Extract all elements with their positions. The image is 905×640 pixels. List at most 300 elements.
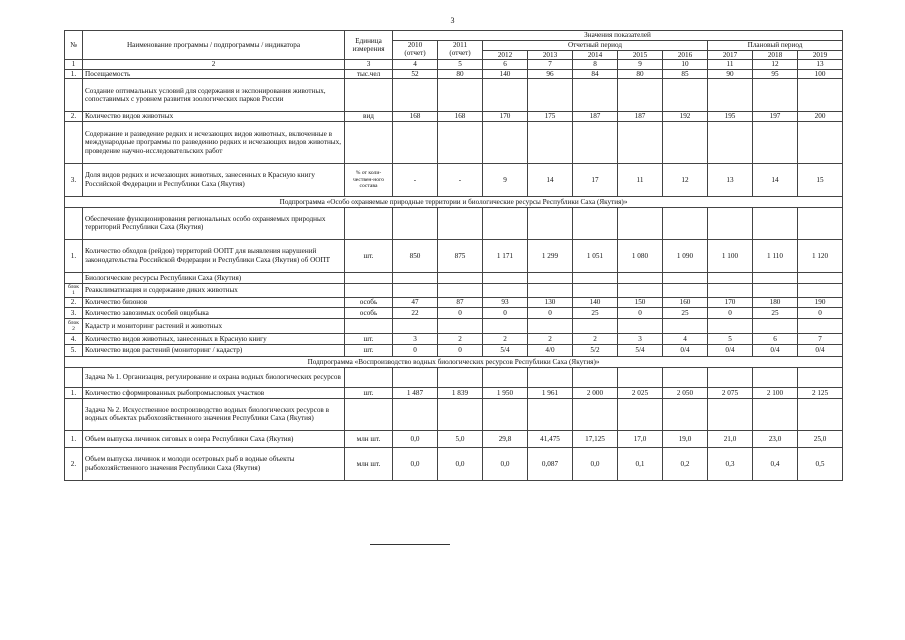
value-cell — [663, 318, 708, 333]
value-cell: 130 — [528, 297, 573, 307]
value-cell — [798, 283, 843, 297]
unit-cell: % от коли-чествен-ного состава — [345, 163, 393, 196]
value-cell — [753, 79, 798, 112]
footer-divider — [370, 544, 450, 545]
value-cell: 160 — [663, 297, 708, 307]
value-cell — [528, 121, 573, 163]
header-reporting-period: Отчетный период — [483, 41, 708, 51]
value-cell: 0/4 — [663, 344, 708, 356]
row-number: 3. — [65, 307, 83, 318]
value-cell: 1 299 — [528, 239, 573, 272]
header-year-2017: 2017 — [708, 51, 753, 60]
indicator-name: Количество видов растений (мониторинг / кадастр) — [83, 344, 345, 356]
unit-cell — [345, 398, 393, 430]
subprogram-title: Подпрограмма «Особо охраняемые природные территории и биологические ресурсы Республики Саха (Якутия)» — [65, 196, 843, 207]
value-cell — [393, 121, 438, 163]
value-cell: 1 110 — [753, 239, 798, 272]
value-cell — [618, 79, 663, 112]
value-cell: 170 — [708, 297, 753, 307]
value-cell — [573, 121, 618, 163]
value-cell: 80 — [618, 69, 663, 78]
header-no: № — [65, 31, 83, 60]
value-cell: 2 — [528, 333, 573, 344]
value-cell — [663, 367, 708, 387]
task-row — [65, 318, 843, 333]
value-cell: 9 — [483, 163, 528, 196]
indicator-name: Количество сформированных рыбопромысловых участков — [83, 387, 345, 398]
value-cell: 190 — [798, 297, 843, 307]
value-cell: 29,8 — [483, 430, 528, 447]
value-cell — [573, 367, 618, 387]
unit-cell — [345, 283, 393, 297]
value-cell — [438, 367, 483, 387]
value-cell: 180 — [753, 297, 798, 307]
value-cell: 140 — [573, 297, 618, 307]
value-cell: 47 — [393, 297, 438, 307]
value-cell — [753, 398, 798, 430]
value-cell — [618, 318, 663, 333]
value-cell — [573, 79, 618, 112]
value-cell: 0,4 — [753, 447, 798, 480]
unit-cell — [345, 207, 393, 239]
indicator-row — [65, 430, 843, 447]
value-cell — [483, 272, 528, 283]
value-cell: 14 — [753, 163, 798, 196]
indicator-name: Количество видов животных — [83, 112, 345, 121]
value-cell — [798, 121, 843, 163]
value-cell — [483, 318, 528, 333]
value-cell — [528, 79, 573, 112]
column-number-cell: 13 — [798, 60, 843, 69]
task-name: Биологические ресурсы Республики Саха (Якутия) — [83, 272, 345, 283]
row-number — [65, 398, 83, 430]
row-number: 3. — [65, 163, 83, 196]
value-cell: 17,125 — [573, 430, 618, 447]
value-cell — [573, 398, 618, 430]
value-cell: 25 — [663, 307, 708, 318]
value-cell — [618, 207, 663, 239]
value-cell: 3 — [618, 333, 663, 344]
value-cell: 0,5 — [798, 447, 843, 480]
value-cell: 1 051 — [573, 239, 618, 272]
value-cell — [528, 283, 573, 297]
value-cell: 192 — [663, 112, 708, 121]
task-row — [65, 398, 843, 430]
value-cell: 84 — [573, 69, 618, 78]
indicator-name: Количество обходов (рейдов) территорий ООПТ для выявления нарушений законодательства Российской Федерации и Республики Саха (Якутия) об ООПТ — [83, 239, 345, 272]
value-cell: 1 961 — [528, 387, 573, 398]
row-number — [65, 272, 83, 283]
value-cell: 875 — [438, 239, 483, 272]
value-cell: 0,1 — [618, 447, 663, 480]
value-cell — [573, 283, 618, 297]
value-cell: 52 — [393, 69, 438, 78]
value-cell: 1 171 — [483, 239, 528, 272]
value-cell — [528, 398, 573, 430]
indicator-name: Количество видов животных, занесенных в Красную книгу — [83, 333, 345, 344]
value-cell: 150 — [618, 297, 663, 307]
column-number-cell: 12 — [753, 60, 798, 69]
header-year-2016: 2016 — [663, 51, 708, 60]
column-number-cell: 2 — [83, 60, 345, 69]
unit-cell: особь — [345, 297, 393, 307]
value-cell: 1 080 — [618, 239, 663, 272]
year-label: 2011 — [452, 41, 468, 49]
value-cell — [438, 283, 483, 297]
value-cell — [663, 272, 708, 283]
unit-cell — [345, 367, 393, 387]
indicator-row — [65, 387, 843, 398]
task-row — [65, 283, 843, 297]
value-cell: 0 — [438, 307, 483, 318]
value-cell: 22 — [393, 307, 438, 318]
header-year-2018: 2018 — [753, 51, 798, 60]
value-cell: 15 — [798, 163, 843, 196]
row-number: блок 2 — [65, 318, 83, 333]
value-cell — [393, 272, 438, 283]
row-number: блок 1 — [65, 283, 83, 297]
task-row — [65, 121, 843, 163]
value-cell: 2 050 — [663, 387, 708, 398]
value-cell — [438, 79, 483, 112]
unit-cell — [345, 272, 393, 283]
value-cell — [528, 367, 573, 387]
value-cell: 1 120 — [798, 239, 843, 272]
indicator-name: Количество завозимых особей овцебыка — [83, 307, 345, 318]
value-cell — [753, 283, 798, 297]
indicator-row — [65, 69, 843, 78]
indicator-name: Объем выпуска личинок и молоди осетровых рыб в водные объекты рыбохозяйственного значения Республики Саха (Якутия) — [83, 447, 345, 480]
value-cell: 87 — [438, 297, 483, 307]
indicator-name: Количество бизонов — [83, 297, 345, 307]
value-cell — [798, 79, 843, 112]
value-cell — [798, 207, 843, 239]
row-number: 1. — [65, 387, 83, 398]
value-cell: 2 125 — [798, 387, 843, 398]
value-cell — [708, 398, 753, 430]
unit-cell: шт. — [345, 387, 393, 398]
indicator-name: Посещаемость — [83, 69, 345, 78]
header-year-2014: 2014 — [573, 51, 618, 60]
subprogram-row — [65, 356, 843, 367]
value-cell: 17,0 — [618, 430, 663, 447]
row-number: 5. — [65, 344, 83, 356]
value-cell: 41,475 — [528, 430, 573, 447]
row-number: 2. — [65, 297, 83, 307]
row-number: 2. — [65, 447, 83, 480]
value-cell — [483, 283, 528, 297]
header-year-2012: 2012 — [483, 51, 528, 60]
unit-cell — [345, 318, 393, 333]
value-cell — [708, 121, 753, 163]
column-number-cell: 1 — [65, 60, 83, 69]
header-year-2019: 2019 — [798, 51, 843, 60]
header-unit: Единица измерения — [345, 31, 393, 60]
unit-cell: шт. — [345, 344, 393, 356]
column-number-cell: 8 — [573, 60, 618, 69]
column-number-cell: 4 — [393, 60, 438, 69]
value-cell: 100 — [798, 69, 843, 78]
indicators-table — [64, 30, 843, 481]
header-year-2011 — [438, 41, 483, 60]
value-cell — [438, 207, 483, 239]
value-cell: 0/4 — [708, 344, 753, 356]
value-cell: 5 — [708, 333, 753, 344]
header-planned-period: Плановый период — [708, 41, 843, 51]
value-cell: 1 950 — [483, 387, 528, 398]
value-cell: 19,0 — [663, 430, 708, 447]
value-cell: 168 — [393, 112, 438, 121]
value-cell — [483, 398, 528, 430]
year-label: 2010 — [407, 41, 423, 49]
value-cell: 1 090 — [663, 239, 708, 272]
value-cell: 25,0 — [798, 430, 843, 447]
task-name: Задача № 1. Организация, регулирование и охрана водных биологических ресурсов — [83, 367, 345, 387]
subprogram-row — [65, 196, 843, 207]
column-number-cell: 11 — [708, 60, 753, 69]
value-cell: 2 — [483, 333, 528, 344]
value-cell — [708, 207, 753, 239]
value-cell: 168 — [438, 112, 483, 121]
value-cell: 0,0 — [393, 447, 438, 480]
column-number-cell: 6 — [483, 60, 528, 69]
value-cell — [708, 318, 753, 333]
value-cell — [618, 121, 663, 163]
value-cell: 0 — [438, 344, 483, 356]
value-cell: 2 — [573, 333, 618, 344]
value-cell — [708, 283, 753, 297]
value-cell: 5/4 — [618, 344, 663, 356]
value-cell: 187 — [618, 112, 663, 121]
header-year-2015: 2015 — [618, 51, 663, 60]
value-cell: 197 — [753, 112, 798, 121]
value-cell — [438, 272, 483, 283]
task-row — [65, 207, 843, 239]
unit-cell: млн шт. — [345, 430, 393, 447]
value-cell: - — [393, 163, 438, 196]
value-cell: 17 — [573, 163, 618, 196]
value-cell: 2 075 — [708, 387, 753, 398]
indicator-row — [65, 163, 843, 196]
value-cell: 140 — [483, 69, 528, 78]
value-cell: 6 — [753, 333, 798, 344]
row-number — [65, 367, 83, 387]
value-cell — [753, 367, 798, 387]
value-cell: 5,0 — [438, 430, 483, 447]
value-cell: 2 100 — [753, 387, 798, 398]
value-cell: 200 — [798, 112, 843, 121]
value-cell: 0,0 — [393, 430, 438, 447]
value-cell: - — [438, 163, 483, 196]
indicator-row — [65, 297, 843, 307]
value-cell: 0,0 — [483, 447, 528, 480]
value-cell: 4 — [663, 333, 708, 344]
value-cell: 850 — [393, 239, 438, 272]
indicator-name: Доля видов редких и исчезающих животных, занесенных в Красную книгу Российской Федерации и Республики Саха (Якутия) — [83, 163, 345, 196]
value-cell: 1 100 — [708, 239, 753, 272]
column-number-cell: 9 — [618, 60, 663, 69]
task-name: Кадастр и мониторинг растений и животных — [83, 318, 345, 333]
unit-cell: шт. — [345, 333, 393, 344]
value-cell: 0,0 — [573, 447, 618, 480]
value-cell — [438, 398, 483, 430]
value-cell — [618, 283, 663, 297]
value-cell: 1 487 — [393, 387, 438, 398]
value-cell: 85 — [663, 69, 708, 78]
value-cell: 2 025 — [618, 387, 663, 398]
indicator-row — [65, 333, 843, 344]
value-cell: 11 — [618, 163, 663, 196]
value-cell: 25 — [573, 307, 618, 318]
page-number: 3 — [450, 16, 455, 25]
row-number: 2. — [65, 112, 83, 121]
value-cell — [708, 367, 753, 387]
value-cell: 2 000 — [573, 387, 618, 398]
row-number: 4. — [65, 333, 83, 344]
value-cell — [573, 318, 618, 333]
value-cell — [753, 272, 798, 283]
indicator-name: Объем выпуска личинок сиговых в озера Республики Саха (Якутия) — [83, 430, 345, 447]
value-cell — [798, 398, 843, 430]
header-year-2013: 2013 — [528, 51, 573, 60]
report-label: (отчет) — [404, 49, 426, 58]
value-cell — [663, 207, 708, 239]
value-cell — [753, 207, 798, 239]
value-cell — [708, 79, 753, 112]
value-cell — [753, 318, 798, 333]
unit-cell: млн шт. — [345, 447, 393, 480]
value-cell — [798, 367, 843, 387]
value-cell — [528, 318, 573, 333]
value-cell: 175 — [528, 112, 573, 121]
value-cell: 0,087 — [528, 447, 573, 480]
column-number-cell: 5 — [438, 60, 483, 69]
value-cell: 0,2 — [663, 447, 708, 480]
value-cell: 170 — [483, 112, 528, 121]
value-cell — [753, 121, 798, 163]
value-cell — [438, 121, 483, 163]
value-cell — [573, 272, 618, 283]
value-cell: 80 — [438, 69, 483, 78]
indicator-row — [65, 239, 843, 272]
task-name: Задача № 2. Искусственное воспроизводство водных биологических ресурсов в водных объектах рыбохозяйственного значения Республики Саха (Якутия) — [83, 398, 345, 430]
value-cell: 0/4 — [753, 344, 798, 356]
column-number-cell: 3 — [345, 60, 393, 69]
value-cell: 23,0 — [753, 430, 798, 447]
value-cell — [393, 207, 438, 239]
value-cell: 0 — [483, 307, 528, 318]
value-cell — [528, 272, 573, 283]
value-cell: 13 — [708, 163, 753, 196]
value-cell — [483, 79, 528, 112]
unit-cell — [345, 121, 393, 163]
value-cell: 5/4 — [483, 344, 528, 356]
value-cell: 93 — [483, 297, 528, 307]
value-cell — [528, 207, 573, 239]
value-cell: 0/4 — [798, 344, 843, 356]
value-cell — [483, 207, 528, 239]
unit-cell: особь — [345, 307, 393, 318]
indicator-row — [65, 112, 843, 121]
value-cell: 96 — [528, 69, 573, 78]
value-cell: 0 — [528, 307, 573, 318]
value-cell — [708, 272, 753, 283]
value-cell — [393, 79, 438, 112]
value-cell: 0 — [798, 307, 843, 318]
value-cell: 5/2 — [573, 344, 618, 356]
value-cell: 21,0 — [708, 430, 753, 447]
task-row — [65, 79, 843, 112]
row-number — [65, 121, 83, 163]
value-cell — [393, 283, 438, 297]
row-number — [65, 79, 83, 112]
header-year-2010 — [393, 41, 438, 60]
value-cell: 195 — [708, 112, 753, 121]
value-cell: 90 — [708, 69, 753, 78]
value-cell: 0,0 — [438, 447, 483, 480]
task-row — [65, 367, 843, 387]
indicator-row — [65, 344, 843, 356]
value-cell — [798, 318, 843, 333]
value-cell — [393, 318, 438, 333]
value-cell — [663, 79, 708, 112]
unit-cell: вид — [345, 112, 393, 121]
task-name: Создание оптимальных условий для содержания и экспонирования животных, сопоставимых с уровнем развития зоологических парков России — [83, 79, 345, 112]
value-cell: 3 — [393, 333, 438, 344]
task-name: Реакклиматизация и содержание диких животных — [83, 283, 345, 297]
value-cell — [483, 121, 528, 163]
value-cell: 0,3 — [708, 447, 753, 480]
column-number-cell: 7 — [528, 60, 573, 69]
value-cell — [618, 272, 663, 283]
value-cell: 7 — [798, 333, 843, 344]
value-cell — [663, 283, 708, 297]
row-number: 1. — [65, 430, 83, 447]
value-cell: 2 — [438, 333, 483, 344]
value-cell: 0 — [393, 344, 438, 356]
task-row — [65, 272, 843, 283]
value-cell — [393, 398, 438, 430]
task-name: Обеспечение функционирования региональных особо охраняемых природных территорий Республики Саха (Якутия) — [83, 207, 345, 239]
header-name: Наименование программы / подпрограммы / индикатора — [83, 31, 345, 60]
indicator-row — [65, 307, 843, 318]
value-cell — [663, 398, 708, 430]
row-number: 1. — [65, 69, 83, 78]
subprogram-title: Подпрограмма «Воспроизводство водных биологических ресурсов Республики Саха (Якутия)» — [65, 356, 843, 367]
value-cell — [483, 367, 528, 387]
value-cell — [618, 398, 663, 430]
value-cell: 187 — [573, 112, 618, 121]
column-number-cell: 10 — [663, 60, 708, 69]
value-cell — [438, 318, 483, 333]
value-cell: 0 — [708, 307, 753, 318]
value-cell — [393, 367, 438, 387]
value-cell — [573, 207, 618, 239]
unit-cell — [345, 79, 393, 112]
value-cell — [618, 367, 663, 387]
indicator-row — [65, 447, 843, 480]
value-cell: 12 — [663, 163, 708, 196]
value-cell: 14 — [528, 163, 573, 196]
header-values-group: Значения показателей — [393, 31, 843, 41]
value-cell: 0 — [618, 307, 663, 318]
unit-cell: шт. — [345, 239, 393, 272]
task-name: Содержание и разведение редких и исчезающих видов животных, включенные в международные программы по разведению редких и исчезающих видов животных, проведение научно-исследовательских работ — [83, 121, 345, 163]
value-cell — [798, 272, 843, 283]
report-label: (отчет) — [449, 49, 471, 58]
value-cell: 95 — [753, 69, 798, 78]
row-number: 1. — [65, 239, 83, 272]
